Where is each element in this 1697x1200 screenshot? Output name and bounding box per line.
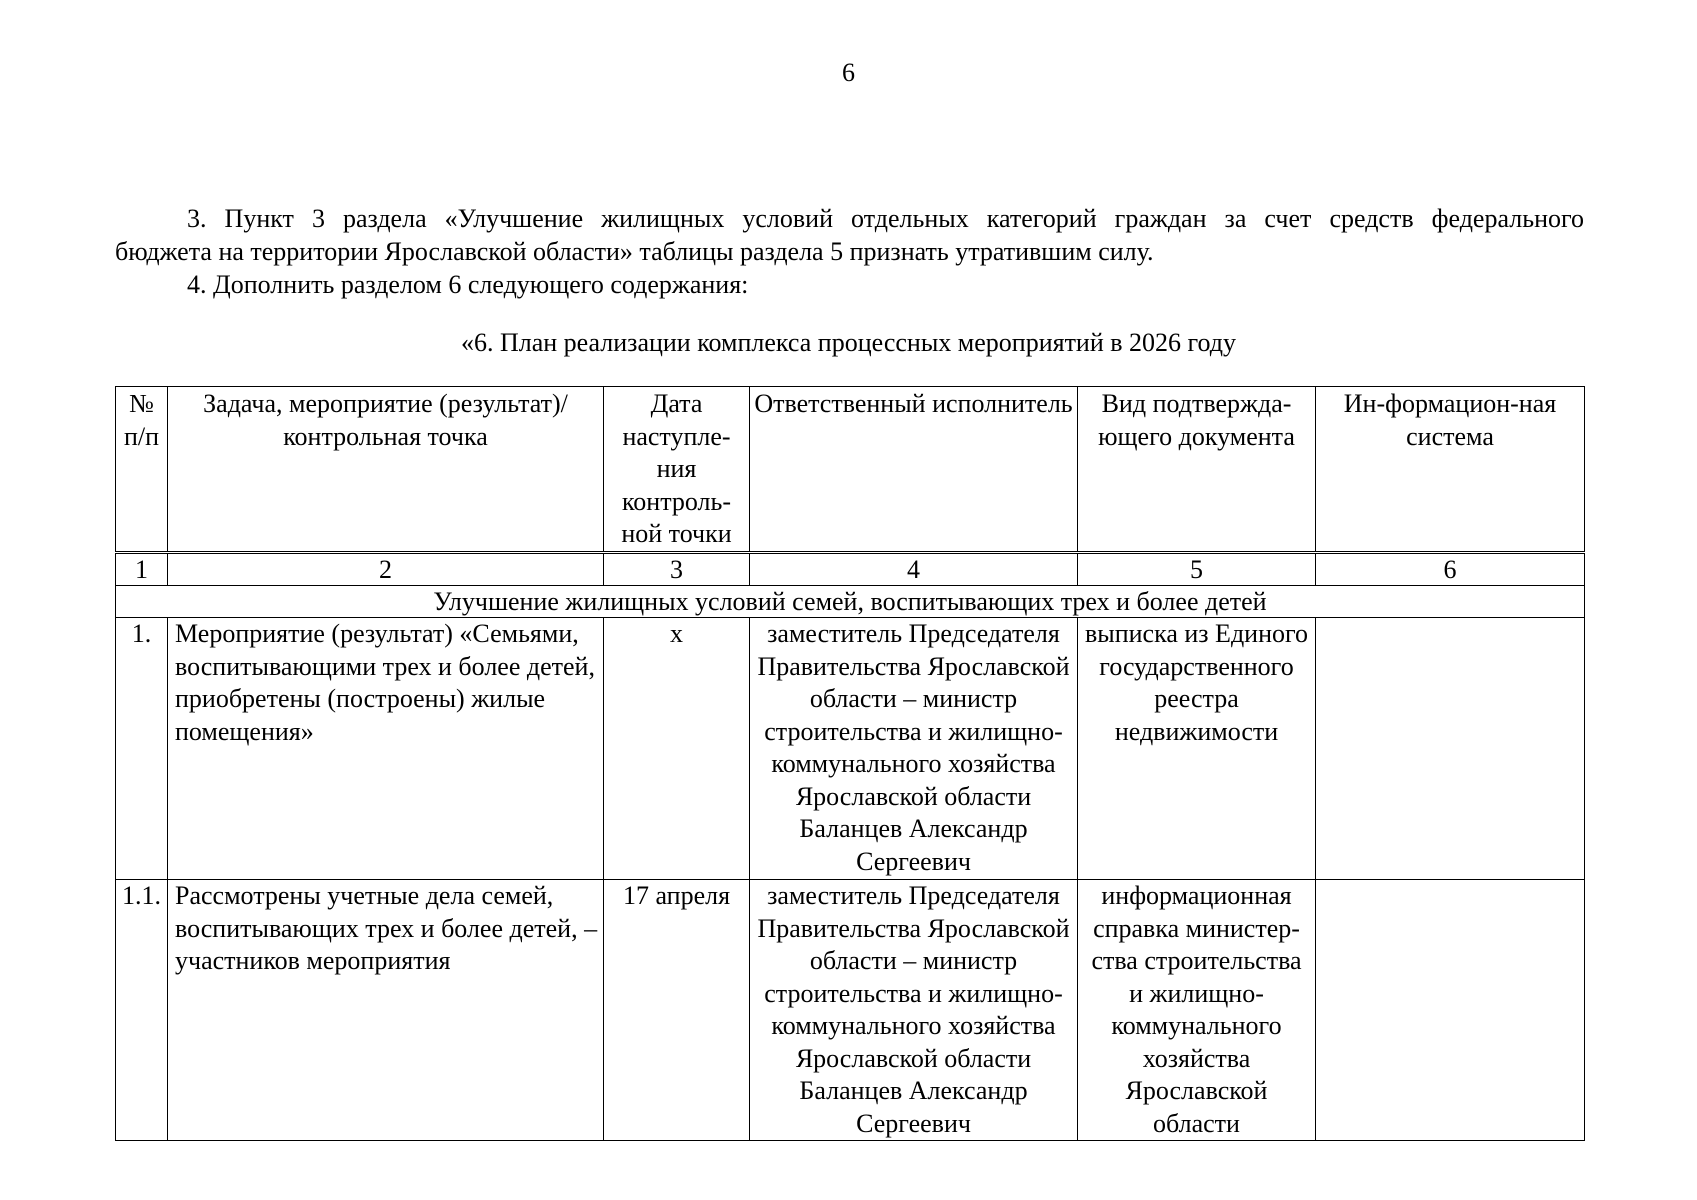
row-document: информационная справка министер-ства строительства и жилищно-коммунального хозяйства Ярославской области	[1078, 880, 1316, 1141]
column-number-row	[116, 554, 1585, 586]
table-title: «6. План реализации комплекса процессных мероприятий в 2026 году	[460, 328, 1237, 357]
row-number: 1.1.	[116, 880, 168, 1141]
paragraph-3-line-2: бюджета на территории Ярославской области» таблицы раздела 5 признать утратившим силу.	[115, 237, 1154, 266]
paragraph-3	[115, 202, 1584, 268]
header-document: Вид подтвержда-ющего документа	[1078, 387, 1316, 552]
column-number: 2	[168, 554, 604, 586]
table-body	[115, 553, 1585, 1141]
row-document: выписка из Единого государственного реестра недвижимости	[1078, 618, 1316, 880]
row-date: 17 апреля	[604, 880, 750, 1141]
row-number: 1.	[116, 618, 168, 880]
row-task: Рассмотрены учетные дела семей, воспитывающих трех и более детей, – участников мероприятия	[168, 880, 604, 1141]
row-responsible: заместитель Председателя Правительства Ярославской области – министр строительства и жилищно-коммунального хозяйства Ярославской области Баланцев Александр Сергеевич	[750, 880, 1078, 1141]
paragraph-4: 4. Дополнить разделом 6 следующего содержания:	[187, 270, 749, 299]
column-number: 3	[604, 554, 750, 586]
column-number: 4	[750, 554, 1078, 586]
header-system: Ин-формацион-ная система	[1316, 387, 1585, 552]
header-number: № п/п	[116, 387, 168, 552]
section-title: Улучшение жилищных условий семей, воспитывающих трех и более детей	[116, 586, 1585, 618]
header-responsible: Ответственный исполнитель	[750, 387, 1078, 552]
header-task: Задача, мероприятие (результат)/ контрольная точка	[168, 387, 604, 552]
column-number: 5	[1078, 554, 1316, 586]
row-system	[1316, 618, 1585, 880]
column-number: 6	[1316, 554, 1585, 586]
page-number: 6	[842, 58, 855, 87]
table-row	[116, 880, 1585, 1141]
row-task: Мероприятие (результат) «Семьями, воспитывающими трех и более детей, приобретены (построены) жилые помещения»	[168, 618, 604, 880]
column-number: 1	[116, 554, 168, 586]
table-row	[116, 618, 1585, 880]
table-header	[115, 386, 1585, 552]
paragraph-3-line-1: 3. Пункт 3 раздела «Улучшение жилищных условий отдельных категорий граждан за счет средств федерального	[187, 204, 1584, 233]
header-date: Дата наступле-ния контроль-ной точки	[604, 387, 750, 552]
row-date: х	[604, 618, 750, 880]
section-row	[116, 586, 1585, 618]
row-system	[1316, 880, 1585, 1141]
row-responsible: заместитель Председателя Правительства Ярославской области – министр строительства и жилищно-коммунального хозяйства Ярославской области Баланцев Александр Сергеевич	[750, 618, 1078, 880]
